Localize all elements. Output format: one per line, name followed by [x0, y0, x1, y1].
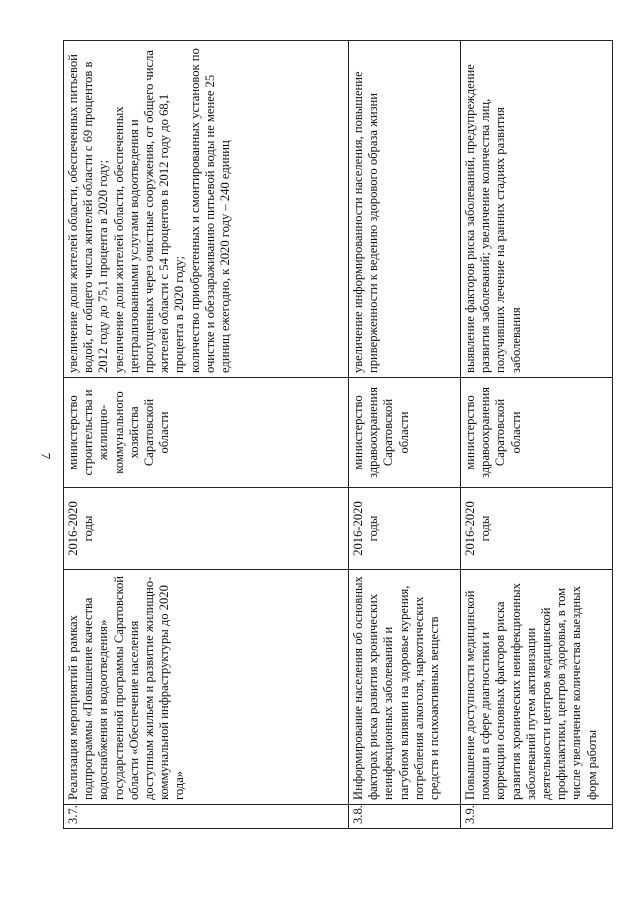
period-cell: 2016-2020 годы — [461, 488, 613, 570]
executor-cell: министерство здравоохранения Саратовской области — [461, 378, 613, 488]
result-line: увеличение информированности населения, повышение приверженности к ведению здорового образа жизни — [351, 71, 381, 373]
row-number: 3.8. — [349, 805, 461, 829]
result-line: увеличение доли жителей области, обеспеченных питьевой водой, от общего числа жителей области с 69 процентов в 2012 году до 75,1 процента в 2020 году; — [66, 54, 111, 373]
table-row — [64, 41, 349, 829]
executor-cell: министерство строительства и жилищно-коммунального хозяйства Саратовской области — [64, 378, 349, 488]
period-cell: 2016-2020 годы — [349, 488, 461, 570]
result-cell — [349, 41, 461, 378]
result-line: увеличение доли жителей области, обеспеченных централизованными услугами водоотведения и пропущенных через очистные сооружения, от общего числа жителей области с 54 процентов в 2012 году до 68,1 процента в 2020 году; — [111, 50, 187, 373]
period-cell: 2016-2020 годы — [64, 488, 349, 570]
page-number: 7 — [38, 452, 54, 460]
result-cell — [64, 41, 349, 378]
result-line: выявление факторов риска заболеваний, предупреждение развития заболеваний; увеличение количества лиц, получивших лечение на ранних стадиях развития заболевания — [463, 64, 523, 373]
row-number: 3.9. — [461, 805, 613, 829]
rotated-table-frame — [63, 41, 612, 829]
measure-cell: Повышение доступности медицинской помощи в сфере диагностики и коррекции основных факторов риска развития хронических неинфекционных заболеваний путем активизации деятельности центров медицинской профилактики, центров здоровья, в том числе увеличение количества выездных форм работы — [461, 570, 613, 805]
result-cell — [461, 41, 613, 378]
result-line: количество приобретенных и смонтированных установок по очистке и обеззараживанию питьевой воды не менее 25 единиц ежегодно, к 2020 году – 240 единиц — [187, 48, 233, 373]
document-table-container — [63, 41, 612, 829]
table-row — [461, 41, 613, 829]
measure-cell: Информирование населения об основных факторах риска развития хронических неинфекционных заболеваний и пагубном влиянии на здоровье курения, потребления алкоголя, наркотических средств и психоактивных веществ — [349, 570, 461, 805]
executor-cell: министерство здравоохранения Саратовской области — [349, 378, 461, 488]
measures-table — [63, 40, 613, 829]
row-number: 3.7. — [64, 805, 349, 829]
measure-cell: Реализация мероприятий в рамках подпрограммы «Повышение качества водоснабжения и водоотведения» государственной программы Саратовской области «Обеспечение населения доступным жильем и развитие жилищно-коммунальной инфраструктуры до 2020 года» — [64, 570, 349, 805]
table-row — [349, 41, 461, 829]
